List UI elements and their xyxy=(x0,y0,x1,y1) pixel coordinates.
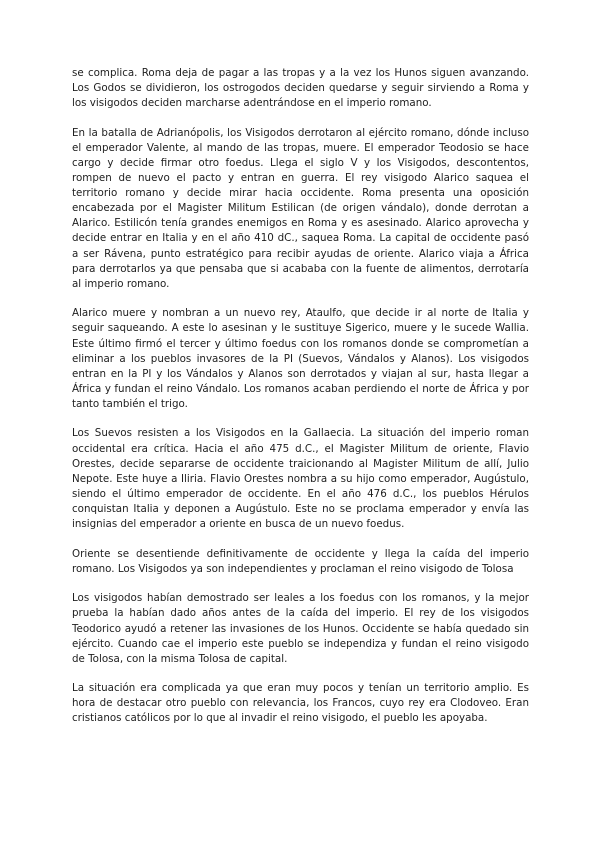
paragraph-5: Oriente se desentiende definitivamente de occidente y llega la caída del imperio romano. Los Visigodos ya son independientes y proclaman el reino visigodo de Tolosa xyxy=(72,547,529,575)
paragraph-6: Los visigodos habían demostrado ser leales a los foedus con los romanos, y la mejor prueba la habían dado años antes de la caída del imperio. El rey de los visigodos Teodorico ayudó a retener las invasiones de los Hunos. Occidente se había quedado sin ejército. Cuando cae el imperio este pueblo se independiza y fundan el reino visigodo de Tolosa, con la misma Tolosa de capital. xyxy=(72,592,529,665)
document-page xyxy=(72,66,529,741)
paragraph-1: se complica. Roma deja de pagar a las tropas y a la vez los Hunos siguen avanzando. Los Godos se dividieron, los ostrogodos deciden quedarse y seguir sirviendo a Roma y los visigodos deciden marcharse adentrándose en el imperio romano. xyxy=(72,67,529,110)
paragraph-2: En la batalla de Adrianópolis, los Visigodos derrotaron al ejército romano, dónde incluso el emperador Valente, al mando de las tropas, muere. El emperador Teodosio se hace cargo y decide firmar otro foedus. Llega el siglo V y los Visigodos, descontentos, rompen de nuevo el pacto y entran en guerra. El rey visigodo Alarico saquea el territorio romano y decide mirar hacia occidente. Roma presenta una oposición encabezada por el Magister Militum Estilican (de origen vándalo), donde derrotan a Alarico. Estilicón tenía grandes enemigos en Roma y es asesinado. Alarico aprovecha y decide entrar en Italia y en el año 410 dC., saquea Roma. La capital de occidente pasó a ser Rávena, punto estratégico para recibir ayudas de oriente. Alarico viaja a África para derrotarlos ya que pensaba que si acababa con la fuente de alimentos, derrotaría al imperio romano. xyxy=(72,126,529,290)
paragraph-7: La situación era complicada ya que eran muy pocos y tenían un territorio amplio. Es hora de destacar otro pueblo con relevancia, los Francos, cuyo rey era Clodoveo. Eran cristianos católicos por lo que al invadir el reino visigodo, el pueblo les apoyaba. xyxy=(72,682,529,725)
paragraph-3: Alarico muere y nombran a un nuevo rey, Ataulfo, que decide ir al norte de Italia y seguir saqueando. A este lo asesinan y le sustituye Sigerico, muere y le sucede Wallia. Este último firmó el tercer y último foedus con los romanos donde se comprometían a eliminar a los pueblos invasores de la PI (Suevos, Vándalos y Alanos). Los visigodos entran en la PI y los Vándalos y Alanos son derrotados y viajan al sur, hasta llegar a África y fundan el reino Vándalo. Los romanos acaban perdiendo el norte de África y por tanto también el trigo. xyxy=(72,307,529,410)
paragraph-4: Los Suevos resisten a los Visigodos en la Gallaecia. La situación del imperio roman occidental era crítica. Hacia el año 475 d.C., el Magister Militum de oriente, Flavio Orestes, decide separarse de occidente traicionando al Magister Militum de allí, Julio Nepote. Este huye a Iliria. Flavio Orestes nombra a su hijo como emperador, Augústulo, siendo el último emperador de occidente. En el año 476 d.C., los pueblos Hérulos conquistan Italia y deponen a Augústulo. Este no se proclama emperador y envía las insignias del emperador a oriente en busca de un nuevo foedus. xyxy=(72,427,529,531)
